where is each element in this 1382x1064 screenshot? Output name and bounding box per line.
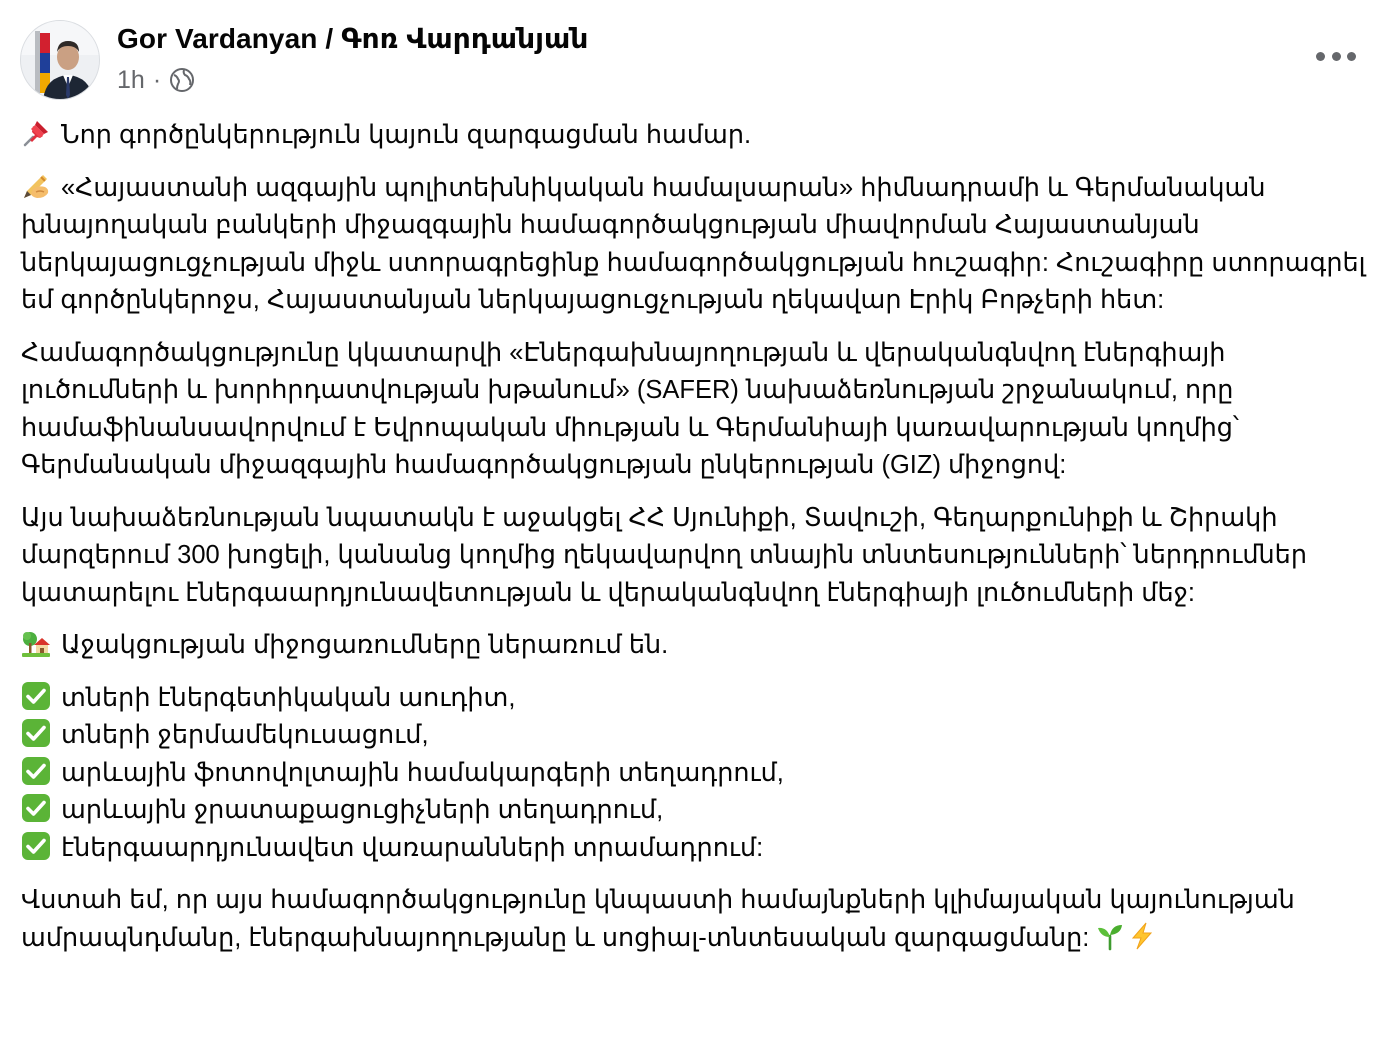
post-body	[21, 117, 1376, 972]
avatar[interactable]	[20, 20, 100, 100]
check-mark-button-icon	[21, 681, 51, 711]
list-item-text: արևային ջրատաքացուցիչների տեղադրում,	[61, 796, 664, 824]
paragraph-text: Համագործակցությունը կկատարվի «Էներգախնայողության և վերականգնվող էներգիայի լուծումների և խորհրդատվության խթանում» (SAFER) նախաձեռնության շրջանակում, որը համաֆինանսավորվում է Եվրոպական միության և Գերմանիայի կառավարության կողմից՝ Գերմանական միջազգային համագործակցության ընկերության (GIZ) միջոցով:	[21, 338, 1239, 479]
list-item	[21, 792, 1376, 830]
paragraph-text: Աջակցության միջոցառումները ներառում են.	[61, 631, 669, 659]
post-meta	[117, 64, 195, 96]
more-options-icon[interactable]	[1316, 44, 1356, 68]
list-item-text: տների էներգետիկական աուդիտ,	[61, 683, 516, 712]
post-paragraph	[21, 117, 1376, 155]
post-paragraph	[21, 335, 1376, 485]
seedling-icon	[1095, 921, 1125, 951]
list-item	[21, 830, 1376, 868]
post-header	[20, 20, 1362, 100]
paragraph-text: «Հայաստանի ազգային պոլիտեխնիկական համալսարան» հիմնադրամի և Գերմանական խնայողական բանկերի միջազգային համագործակցության միավորման Հայաստանյան ներկայացուցչության միջև ստորագրեցինք համագործակցության հուշագիր: Հուշագիրը ստորագրել եմ գործընկերոջս, Հայաստանյան ներկայացուցչության ղեկավար Էրիկ Բոթչերի հետ:	[21, 173, 1366, 314]
paragraph-text: Նոր գործընկերություն կայուն զարգացման համար.	[61, 121, 752, 149]
pushpin-icon	[21, 118, 51, 148]
list-item-text: էներգաարդյունավետ վառարանների տրամադրում:	[61, 833, 764, 862]
closing-text: Վստահ եմ, որ այս համագործակցությունը կնպաստի համայնքների կլիմայական կայունության ամրապնդմանը, էներգախնայողությանը և սոցիալ-տնտեսական զարգացմանը:	[21, 886, 1295, 952]
check-mark-button-icon	[21, 793, 51, 823]
check-mark-button-icon	[21, 831, 51, 861]
post-paragraph	[21, 170, 1376, 320]
post-paragraph	[21, 882, 1376, 957]
checklist	[21, 680, 1376, 868]
globe-icon[interactable]	[169, 67, 195, 93]
paragraph-text: Այս նախաձեռնության նպատակն է աջակցել ՀՀ Սյունիքի, Տավուշի, Գեղարքունիքի և Շիրակի մարզերում 300 խոցելի, կանանց կողմից ղեկավարվող տնային տնտեսությունների՝ ներդրումներ կատարելու էներգաարդյունավետության և վերականգնվող էներգիայի լուծումների մեջ:	[21, 503, 1307, 607]
post-timestamp[interactable]: 1h	[117, 65, 145, 94]
check-mark-button-icon	[21, 756, 51, 786]
high-voltage-icon	[1127, 921, 1157, 951]
list-item-text: արևային ֆոտովոլտային համակարգերի տեղադրում,	[61, 758, 784, 787]
post-paragraph	[21, 500, 1376, 613]
author-name[interactable]: Gor Vardanyan / Գոռ Վարդանյան	[117, 23, 589, 54]
list-item	[21, 755, 1376, 793]
profile-photo	[21, 21, 100, 100]
house-with-garden-icon	[21, 628, 51, 658]
post-paragraph	[21, 627, 1376, 665]
list-item	[21, 717, 1376, 755]
writing-hand-icon	[21, 171, 51, 201]
check-mark-button-icon	[21, 718, 51, 748]
list-item	[21, 680, 1376, 718]
meta-separator: ·	[152, 65, 162, 94]
list-item-text: տների ջերմամեկուսացում,	[61, 721, 429, 749]
